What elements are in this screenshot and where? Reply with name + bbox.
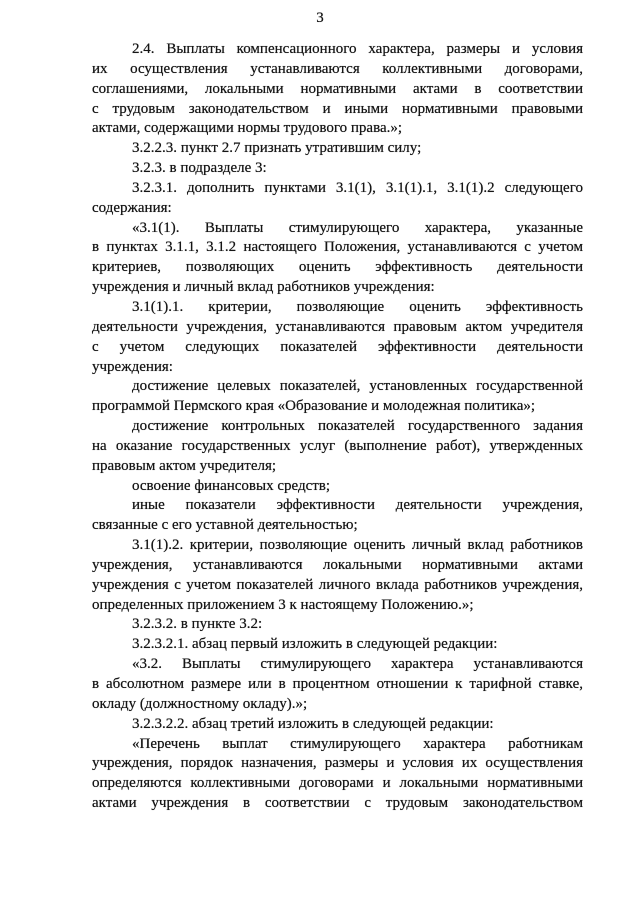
- text-line: соглашениями, локальными нормативными актами в соответствии: [92, 80, 583, 97]
- text-line: на оказание государственных услуг (выполнение работ), утвержденных: [92, 437, 583, 454]
- document-body: [92, 40, 583, 814]
- paragraph: [92, 615, 583, 635]
- paragraph: [92, 179, 583, 219]
- paragraph: [92, 536, 583, 615]
- paragraph: [92, 635, 583, 655]
- text-line: 2.4. Выплаты компенсационного характера, размеры и условия: [132, 41, 583, 57]
- paragraph: [92, 477, 583, 497]
- text-line: связанные с его уставной деятельностью;: [92, 517, 358, 534]
- text-line: 3.1(1).1. критерии, позволяющие оценить эффективность: [132, 298, 583, 315]
- text-line: правовым актом учредителя;: [92, 457, 277, 474]
- text-line: освоение финансовых средств;: [132, 477, 331, 494]
- paragraph: [92, 139, 583, 159]
- text-line: с трудовым законодательством и иными нормативными правовыми: [92, 100, 583, 117]
- text-line: актами учреждения в соответствии с трудовым законодательством: [92, 795, 583, 812]
- text-line: критериев, позволяющих оценить эффективность деятельности: [92, 259, 583, 276]
- text-line: «3.2. Выплаты стимулирующего характера устанавливаются: [132, 656, 583, 673]
- text-line: 3.2.3.1. дополнить пунктами 3.1(1), 3.1(1).1, 3.1(1).2 следующего: [132, 179, 583, 196]
- text-line: деятельности учреждения, устанавливаются правовым актом учредителя: [92, 318, 583, 335]
- text-line: учреждения с учетом показателей личного вклада работников учреждения,: [92, 576, 583, 593]
- text-line: в абсолютном размере или в процентном отношении к тарифной ставке,: [92, 676, 583, 692]
- text-line: их осуществления устанавливаются коллективными договорами,: [92, 60, 583, 77]
- paragraph: [92, 298, 583, 377]
- text-line: программой Пермского края «Образование и молодежная политика»;: [92, 398, 536, 415]
- text-line: 3.2.3.2.1. абзац первый изложить в следующей редакции:: [132, 636, 498, 653]
- text-line: с учетом следующих показателей эффективности деятельности: [92, 338, 583, 355]
- text-line: содержания:: [92, 199, 172, 216]
- text-line: актами, содержащими нормы трудового права.»;: [92, 120, 403, 137]
- text-line: учреждения, устанавливаются локальными нормативными актами: [92, 556, 583, 573]
- text-line: 3.1(1).2. критерии, позволяющие оценить личный вклад работников: [132, 537, 583, 554]
- paragraph: [92, 715, 583, 735]
- paragraph: [92, 655, 583, 715]
- text-line: достижение целевых показателей, установленных государственной: [132, 378, 583, 395]
- paragraph: [92, 735, 583, 814]
- text-line: 3.2.3.2. в пункте 3.2:: [132, 616, 263, 633]
- text-line: 3.2.3. в подразделе 3:: [132, 160, 267, 177]
- paragraph: [92, 496, 583, 536]
- text-line: определяются коллективными договорами и локальными нормативными: [92, 775, 583, 792]
- text-line: иные показатели эффективности деятельности учреждения,: [132, 497, 583, 514]
- text-line: определенных приложением 3 к настоящему Положению.»;: [92, 596, 474, 613]
- text-line: 3.2.2.3. пункт 2.7 признать утратившим силу;: [132, 140, 422, 157]
- paragraph: [92, 377, 583, 417]
- text-line: достижение контрольных показателей государственного задания: [132, 418, 583, 435]
- text-line: учреждения и личный вклад работников учреждения:: [92, 279, 435, 296]
- text-line: «Перечень выплат стимулирующего характера работникам: [132, 735, 583, 752]
- page-number: 3: [316, 10, 324, 26]
- text-line: 3.2.3.2.2. абзац третий изложить в следующей редакции:: [132, 715, 494, 732]
- paragraph: [92, 417, 583, 477]
- text-line: в пунктах 3.1.1, 3.1.2 настоящего Положения, устанавливаются с учетом: [92, 239, 583, 256]
- text-line: «3.1(1). Выплаты стимулирующего характера, указанные: [132, 219, 583, 236]
- text-line: учреждения:: [92, 358, 173, 375]
- paragraph: [92, 159, 583, 179]
- paragraph: [92, 219, 583, 298]
- text-line: учреждения, порядок назначения, размеры и условия их осуществления: [92, 755, 583, 772]
- text-line: окладу (должностному окладу).»;: [92, 695, 308, 712]
- paragraph: [92, 40, 583, 139]
